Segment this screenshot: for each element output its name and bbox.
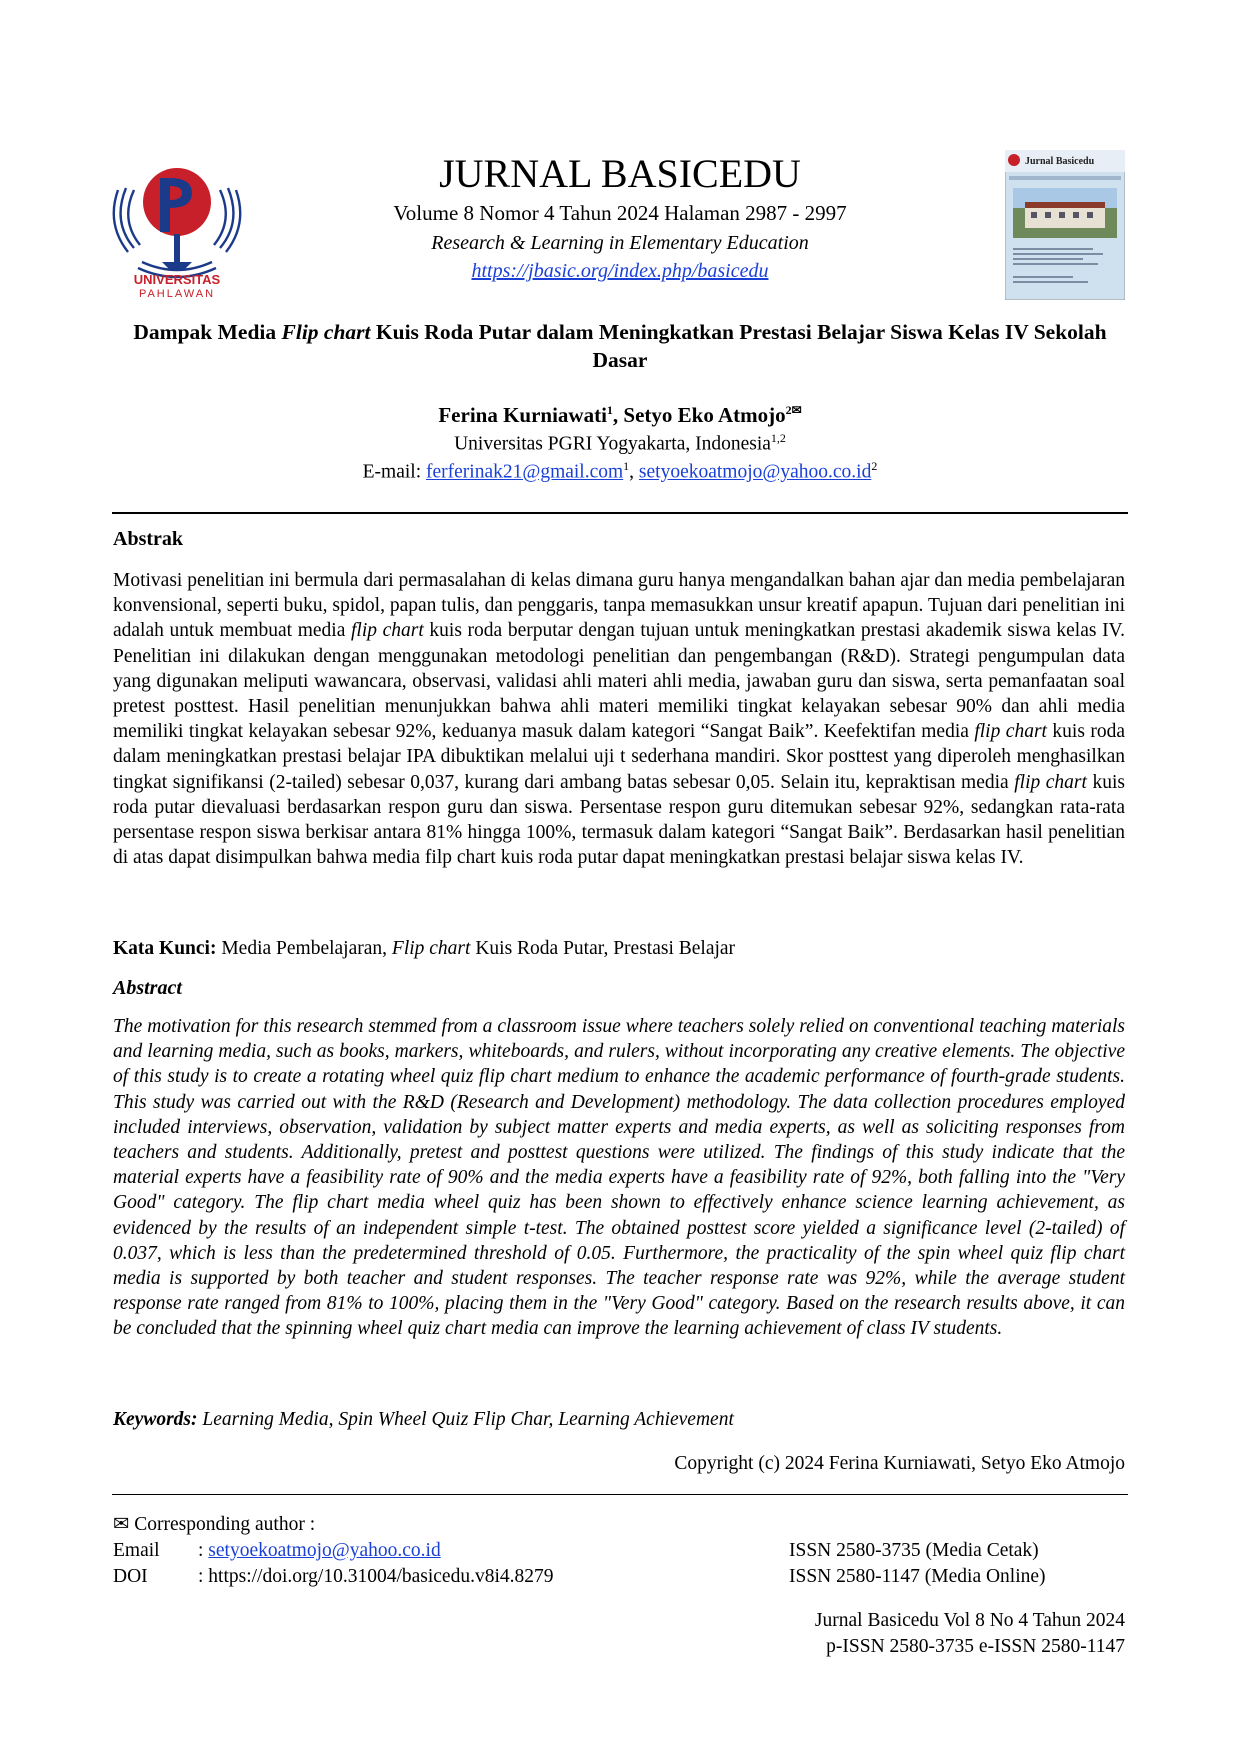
- email-2-sup: 2: [871, 459, 878, 473]
- copyright-notice: Copyright (c) 2024 Ferina Kurniawati, Setyo Eko Atmojo: [674, 1453, 1125, 1474]
- journal-tagline: Research & Learning in Elementary Education: [431, 232, 809, 254]
- logo-text-universitas: UNIVERSITAS: [133, 272, 221, 287]
- affiliation-sup: 1,2: [770, 431, 786, 445]
- footer-email: : setyoekoatmojo@yahoo.co.id: [198, 1540, 441, 1561]
- footer-block: [113, 1512, 1125, 1590]
- envelope-icon: ✉: [113, 1514, 135, 1535]
- email-1-link[interactable]: ferferinak21@gmail.com: [426, 461, 624, 483]
- issn-print: ISSN 2580-3735 (Media Cetak): [789, 1540, 1039, 1561]
- footer-doi: : https://doi.org/10.31004/basicedu.v8i4.8279: [198, 1566, 554, 1587]
- emails-line: [0, 453, 1240, 486]
- corresponding-label: ✉ Corresponding author :: [113, 1514, 316, 1535]
- author-1: Ferina Kurniawati: [438, 403, 607, 427]
- issn-online: ISSN 2580-1147 (Media Online): [789, 1566, 1046, 1587]
- kata-kunci: Kata Kunci: Media Pembelajaran, Flip chart Kuis Roda Putar, Prestasi Belajar: [113, 938, 736, 959]
- journal-footer-line: Jurnal Basicedu Vol 8 No 4 Tahun 2024: [814, 1610, 1125, 1631]
- volume-line: Volume 8 Nomor 4 Tahun 2024 Halaman 2987 - 2997: [393, 201, 847, 225]
- envelope-icon: ✉: [791, 403, 802, 417]
- paper-title: [110, 318, 1130, 374]
- kata-kunci-label: Kata Kunci:: [113, 938, 217, 959]
- abstract-body: The motivation for this research stemmed from a classroom issue where teachers solely relied on conventional teaching materials and learning media, such as books, markers, whiteboards, and rulers, without incorporating any creative elements. The objective of this study is to create a rotating wheel quiz flip chart medium to enhance the academic performance of fourth-grade students. This study was carried out with the R&D (Research and Development) methodology. The data collection procedures employed included interviews, observation, validation by subject matter experts and media experts, as well as soliciting responses from teachers and students. Additionally, pretest and posttest questions were utilized. The findings of this study indicate that the material experts have a feasibility rate of 90% and the media experts have a feasibility rate of 92%, both falling into the "Very Good" category. The flip chart media wheel quiz has been shown to effectively enhance science learning achievement, as evidenced by the results of an independent simple t-test. The obtained posttest score yielded a significance level (2-tailed) of 0.037, which is less than the predetermined threshold of 0.05. Furthermore, the practicality of the spin wheel quiz flip chart media is supported by both teacher and student responses. The teacher response rate was 92%, while the average student response rate ranged from 81% to 100%, placing them in the "Very Good" category. Based on the research results above, it can be concluded that the spinning wheel quiz chart media can improve the learning achievement of class IV students.: [113, 1016, 1125, 1340]
- abstract-heading: Abstract: [113, 977, 182, 999]
- title-part-2: Kuis Roda Putar dalam Meningkatkan Prestasi Belajar Siswa Kelas IV Sekolah Dasar: [370, 320, 1107, 372]
- email-2-link[interactable]: setyoekoatmojo@yahoo.co.id: [638, 461, 872, 483]
- footer-email-label: Email: [113, 1540, 160, 1561]
- author-separator: ,: [612, 403, 624, 427]
- email-label: E-mail:: [362, 461, 426, 483]
- abstrak-heading: Abstrak: [113, 528, 184, 550]
- author-2-sup: 2✉: [785, 403, 802, 417]
- title-part-1: Dampak Media: [133, 320, 282, 344]
- affiliation: Universitas PGRI Yogyakarta, Indonesia: [454, 433, 771, 455]
- logo-text-pahlawan: PAHLAWAN: [138, 288, 216, 300]
- journal-url-link[interactable]: https://jbasic.org/index.php/basicedu: [471, 260, 769, 282]
- journal-title: JURNAL BASICEDU: [439, 151, 801, 196]
- email-separator: ,: [629, 461, 639, 483]
- footer-doi-label: DOI: [113, 1566, 148, 1587]
- keywords-label: Keywords:: [113, 1409, 198, 1430]
- abstrak-body: Motivasi penelitian ini bermula dari permasalahan di kelas dimana guru hanya mengandalkan bahan ajar dan media pembelajaran konvensional, seperti buku, spidol, papan tulis, dan penggaris, tanpa memasukkan unsur kreatif apapun. Tujuan dari penelitian ini adalah untuk membuat media flip chart kuis roda berputar dengan tujuan untuk meningkatkan prestasi akademik siswa kelas IV. Penelitian ini dilakukan dengan menggunakan metodologi penelitian dan pengembangan (R&D). Strategi pengumpulan data yang digunakan meliputi wawancara, observasi, validasi ahli materi ahli media, jawaban guru dan siswa, serta pemanfaatan soal pretest posttest. Hasil penelitian menunjukkan bahwa ahli materi memiliki tingkat kelayakan sebesar 90% dan ahli media memiliki tingkat kelayakan sebesar 92%, keduanya masuk dalam kategori “Sangat Baik”. Keefektifan media flip chart kuis roda dalam meningkatkan prestasi belajar IPA dibuktikan melalui uji t sederhana mandiri. Skor posttest yang diperoleh menghasilkan tingkat signifikansi (2-tailed) sebesar 0,037, kurang dari ambang batas sebesar 0,05. Selain itu, kepraktisan media flip chart kuis roda putar dievaluasi berdasarkan respon guru dan siswa. Persentase respon guru ditemukan sebesar 92%, sedangkan rata-rata persentase respon siswa berkisar antara 81% hingga 100%, termasuk dalam kategori “Sangat Baik”. Berdasarkan hasil penelitian di atas dapat disimpulkan bahwa media filp chart kuis roda putar dapat meningkatkan prestasi belajar siswa kelas IV.: [113, 570, 1126, 869]
- footer-divider: [112, 1494, 1128, 1495]
- author-1-sup: 1: [606, 403, 613, 417]
- author-2: Setyo Eko Atmojo: [623, 403, 786, 427]
- journal-url-container: [0, 258, 1240, 284]
- title-italic: Flip chart: [281, 320, 371, 344]
- issn-footer-line: p-ISSN 2580-3735 e-ISSN 2580-1147: [826, 1636, 1125, 1657]
- cover-title: Jurnal Basicedu: [1025, 156, 1095, 167]
- footer-email-link[interactable]: setyoekoatmojo@yahoo.co.id: [208, 1540, 441, 1561]
- journal-footer: [815, 1608, 1125, 1660]
- header-divider: [112, 512, 1128, 514]
- keywords: Keywords: Learning Media, Spin Wheel Quiz Flip Char, Learning Achievement: [113, 1409, 734, 1430]
- email-1-sup: 1: [623, 459, 630, 473]
